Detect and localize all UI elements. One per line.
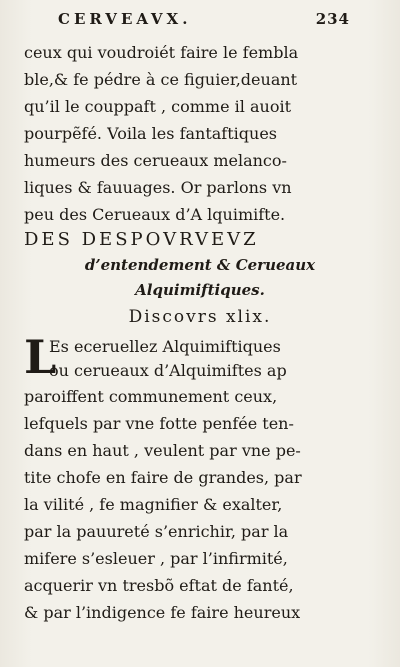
text-line: Es eceruellez Alquimiftiques xyxy=(49,337,281,356)
text-line: mifere s’esleuer , par l’infirmité, xyxy=(24,549,288,568)
text-line: ble,& fe pédre à ce figuier,deuant xyxy=(24,70,298,89)
text-line: qu’il le couppaft , comme il auoit xyxy=(24,97,291,116)
text-line: lefquels par vne fotte penfée ten- xyxy=(24,414,294,433)
text-line: liques & fauuages. Or parlons vn xyxy=(24,178,292,197)
running-head-title: CERVEAVX. xyxy=(58,10,192,28)
text-line: la vilité , fe magnifier & exalter, xyxy=(24,495,283,514)
text-line: dans en haut , veulent par vne pe- xyxy=(24,441,301,460)
text-line: pourpẽfé. Voila les fantaftiques xyxy=(24,124,277,143)
section-subtitle: Alquimiftiques. xyxy=(135,281,265,299)
text-line: ceux qui voudroiét faire le fembla xyxy=(24,43,299,62)
text-line: acquerir vn tresbõ eftat de fanté, xyxy=(24,576,294,595)
text-line: paroiffent communement ceux, xyxy=(24,387,278,406)
text-line: par la pauureté s’enrichir, par la xyxy=(24,522,289,541)
page-number: 234 xyxy=(315,10,350,28)
text-line: ou cerueaux d’Alquimiftes ap xyxy=(49,361,287,380)
text-line: humeurs des cerueaux melanco- xyxy=(24,151,287,170)
text-line: peu des Cerueaux d’A lquimifte. xyxy=(24,205,286,224)
section-subtitle: d’entendement & Cerueaux xyxy=(84,256,316,274)
section-title: DES DESPOVRVEVZ xyxy=(24,229,259,250)
text-line: & par l’indigence fe faire heureux xyxy=(24,603,301,622)
text-line: tite chofe en faire de grandes, par xyxy=(24,468,302,487)
drop-cap: L xyxy=(24,330,57,384)
discourse-heading: Discovrs xlix. xyxy=(128,307,272,327)
